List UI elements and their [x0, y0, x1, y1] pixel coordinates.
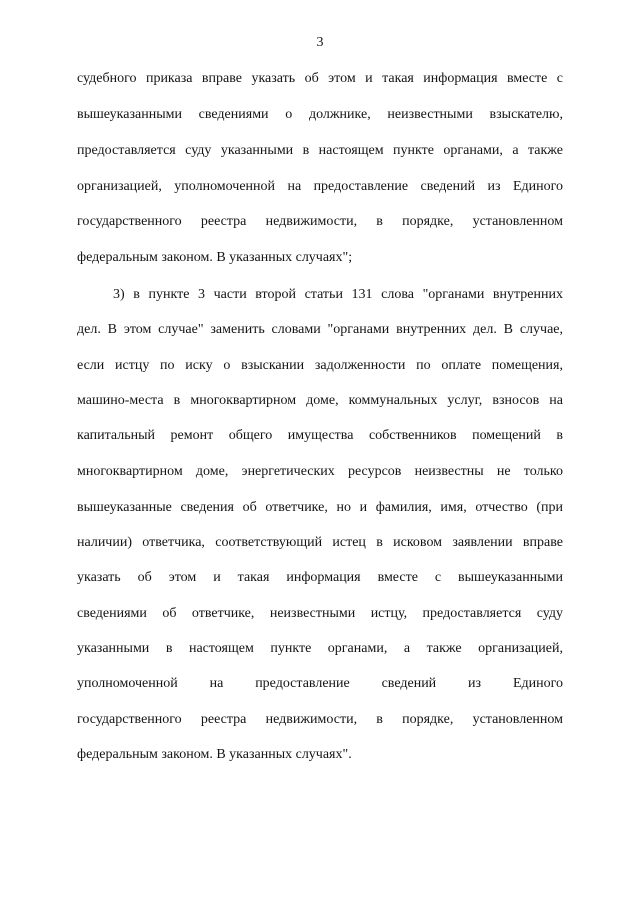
page-number: 3	[316, 35, 324, 50]
paragraph-1-line-4: организацией, уполномоченной на предоставление сведений из Единого	[77, 179, 563, 194]
paragraph-2-line-3: если истцу по иску о взыскании задолженности по оплате помещения,	[77, 358, 563, 373]
paragraph-2-line-5: капитальный ремонт общего имущества собственников помещений в	[77, 428, 563, 443]
paragraph-1-line-5: государственного реестра недвижимости, в порядке, установленном	[77, 214, 563, 229]
paragraph-2-line-11: указанными в настоящем пункте органами, а также организацией,	[77, 641, 563, 656]
paragraph-1-line-2: вышеуказанными сведениями о должнике, неизвестными взыскателю,	[77, 107, 563, 122]
paragraph-2-line-1: 3) в пункте 3 части второй статьи 131 слова "органами внутренних	[113, 287, 563, 302]
paragraph-2-line-7: вышеуказанные сведения об ответчике, но и фамилия, имя, отчество (при	[77, 500, 563, 515]
paragraph-1-line-1: судебного приказа вправе указать об этом и такая информация вместе с	[77, 71, 563, 86]
paragraph-2-line-10: сведениями об ответчике, неизвестными истцу, предоставляется суду	[77, 606, 563, 621]
paragraph-2-line-2: дел. В этом случае" заменить словами "органами внутренних дел. В случае,	[77, 322, 563, 337]
paragraph-2-line-8: наличии) ответчика, соответствующий истец в исковом заявлении вправе	[77, 535, 563, 550]
paragraph-2-line-6: многоквартирном доме, энергетических ресурсов неизвестны не только	[77, 464, 563, 479]
paragraph-2-line-12: уполномоченной на предоставление сведений из Единого	[77, 676, 563, 691]
paragraph-2-line-14: федеральным законом. В указанных случаях".	[77, 747, 352, 762]
paragraph-2-line-9: указать об этом и такая информация вместе с вышеуказанными	[77, 570, 563, 585]
paragraph-2-line-4: машино-места в многоквартирном доме, коммунальных услуг, взносов на	[77, 393, 563, 408]
paragraph-1-line-3: предоставляется суду указанными в настоящем пункте органами, а также	[77, 143, 563, 158]
paragraph-1-line-6: федеральным законом. В указанных случаях";	[77, 250, 353, 265]
paragraph-2-line-13: государственного реестра недвижимости, в порядке, установленном	[77, 712, 563, 727]
